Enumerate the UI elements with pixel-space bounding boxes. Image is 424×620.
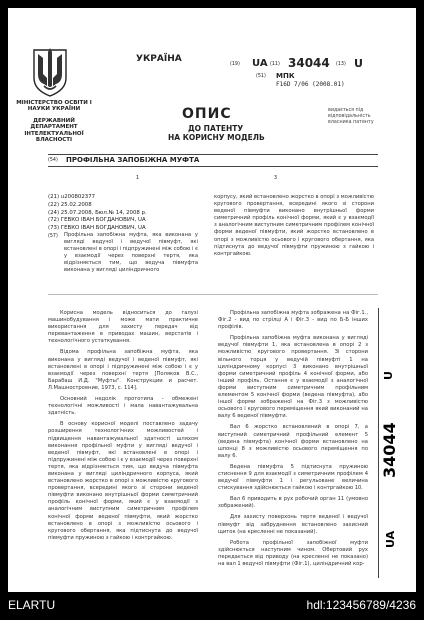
footer-handle[interactable]: hdl:123456789/4236 [306, 598, 416, 612]
body-paragraph: Відома профільна запобіжна муфта, яка виконана у вигляді ведучої і веденої півмуфт, які встановлені в опорі і підпружинені між собою і є у взаємодії через поверхні тертя [Поляков В.С., Барабаш И.Д. "Муфты". Конструкции и расчет. Л.Машностроение, 1973, с. 114]. [48, 349, 198, 391]
body-paragraph: Робота профільної запобіжної муфти здійснюється наступним чином. Обертовий рух передається від приводу (на кресленні не показано) на вал 1 ведучої півмуфти (Фіг.1), циліндричний кор- [218, 539, 368, 567]
body-paragraph: Профільна запобіжна муфта виконана у вигляді ведучої півмуфти 1, яка встановлена в опорі 2 з можливістю кругового провертання. Зі сторони вільного торця у ведучій півмуфті 1 на циліндричному корпусі 3 виконано внутрішньої форми симетричний профіль 4 конічної форми, або інший профіль. Остання є у взаємодії з аналогічної форми виступним симетричним профільним елементом 5 конічної форми (ведена півмуфта), або іншої форми зображеної на Фіг.3 з можливістю осьового і кругового переміщення який виконаний на валу 6 веденої півмуфти. [218, 335, 368, 420]
kind-code: U [354, 57, 363, 70]
trident-emblem-icon [30, 48, 70, 98]
body-paragraph: Для захисту поверхонь тертя веденої і ведучої півмуфт від забруднення встановлено захисний щиток (на кресленні не показаний). [218, 514, 368, 535]
side-stamp-rule [378, 308, 379, 578]
code-51: (51) [256, 74, 266, 79]
side-note: видається під відповідальність власника патенту [328, 108, 374, 125]
doc-subtitle-1: ДО ПАТЕНТУ [188, 124, 244, 133]
biblio-block [48, 194, 198, 233]
biblio-row: (72) ГЕВКО ІВАН БОГДАНОВИЧ, UA [48, 217, 146, 224]
body-paragraph: Основний недолік прототипа - обмежені технологічні можливості і мала навантажувальна здатність. [48, 396, 198, 417]
patent-page [8, 8, 416, 592]
department-label: ДЕРЖАВНИЙ ДЕПАРТАМЕНТ ІНТЕЛЕКТУАЛЬНОЇ ВЛАСНОСТІ [24, 118, 84, 144]
side-stamp-country: UA [384, 530, 397, 548]
biblio-row: (24) 25.07.2008, Бюл.№ 14, 2008 р. [48, 209, 147, 216]
model-title: ПРОФІЛЬНА ЗАПОБІЖНА МУФТА [66, 156, 200, 164]
patent-number: 34044 [288, 56, 330, 70]
code-13: (13) [336, 62, 346, 67]
body-paragraph: Профільна запобіжна муфта зображена на Фіг.1., Фіг.2 - вид по стрілці А і Фіг.3 - вид по Б-Б інших профілів. [218, 310, 368, 331]
doc-type-title: ОПИС [182, 106, 232, 122]
body-paragraph: Вал 6 приводить в рух робочий орган 11 (умовно зображений). [218, 496, 368, 510]
abstract-right: корпусу, який встановлено жорстко в опорі з можливістю кругового провертання, всередині якого зі сторони веденої півмуфти виконано внутрішньої форми симетричний профіль конічної форми, який є у взаємодії з аналогічним виступним симетричним профілем конічної форми веденої півмуфти, який жорстко встановлено в опорі з можливістю осьового і кругового обертання, яка підтиснута до ведучої півмуфти пружиною з гайкою і контргайкою. [214, 194, 374, 257]
body-paragraph: Вал 6 жорстко встановлений в опорі 7, а виступний симетричний профільний елемент 5 (ведена півмуфта) конічної форми встановлено на шпонці 8 з можливістю осьового переміщення по валу 6. [218, 424, 368, 459]
mpk-label: МПК [276, 72, 295, 80]
footer-bar [0, 592, 424, 620]
biblio-row: (21) u200802377 [48, 194, 96, 200]
divider-body [48, 294, 378, 295]
biblio-row: (73) ГЕВКО ІВАН БОГДАНОВИЧ, UA [48, 225, 146, 232]
body-paragraph: В основу корисної моделі поставлено задачу розширення технологічних можливостей і підвищення навантажувальної здатності шляхом виконання профільної муфти у вигляді ведучої і веденої півмуфт, які встановлені в опорі і підпружинені між собою і є у взаємодії через поверхні тертя, яка відрізняється тим, що ведуча півмуфта виконана у вигляді циліндричного корпуса, який встановлено жорстко в опорі з можливістю кругового провертання, всередині якого зі сторони веденої півмуфти виконано внутрішньої форми симетричний профіль конічної форми, який є у взаємодії з аналогічним виступним симетричним профілем конічної форми веденої півмуфти, який жорстко встановлено в опорі з можливістю осьового і кругового обертання, яка підтиснута до ведучої півмуфти пружиною з гайкою і контргайкою. [48, 421, 198, 541]
doc-subtitle-2: НА КОРИСНУ МОДЕЛЬ [168, 133, 265, 142]
side-stamp-number: 34044 [380, 422, 399, 478]
code-57: (57) [48, 234, 58, 239]
body-right-column [218, 310, 368, 568]
body-paragraph: Корисна модель відноситься до галузі машинобудування і може мати практичне використання для захисту передач від перевантаження в приводах машин, верстатів і технологічного устаткування. [48, 310, 198, 345]
code-19: (19) [230, 62, 240, 67]
side-stamp-kind: U [382, 371, 395, 380]
divider-top [48, 154, 378, 155]
ministry-label: МІНІСТЕРСТВО ОСВІТИ І НАУКИ УКРАЇНИ [16, 100, 92, 113]
divider-title [48, 166, 378, 167]
mpk-value: F16D 7/06 (2008.01) [276, 81, 345, 88]
body-paragraph: Ведена півмуфта 5 підтиснута пружиною стиснення 9 для взаємодії з симетричним профілем 4 ведучої півмуфти 1 і регульоване величина стискування здійснюється гайкою і контргайкою 10. [218, 463, 368, 492]
abstract-left: Профільна запобіжна муфта, яка виконана у вигляді ведучої і ведучої півмуфт, які встановлені в опорі і підпружинені між собою і є у взаємодії через поверхні тертя, яка відрізняється тим, що ведуча півмуфта виконана у вигляді циліндричного [64, 232, 198, 274]
tick-mark-3: 3 [274, 176, 278, 181]
code-54: (54) [48, 158, 58, 163]
country-code: UA [252, 58, 268, 69]
body-left-column [48, 310, 198, 542]
tick-mark-1: 1 [136, 176, 140, 181]
country-title: УКРАЇНА [136, 54, 182, 64]
code-11: (11) [270, 62, 280, 67]
biblio-row: (22) 25.02.2008 [48, 201, 92, 208]
footer-left-label: ELARTU [8, 598, 56, 612]
